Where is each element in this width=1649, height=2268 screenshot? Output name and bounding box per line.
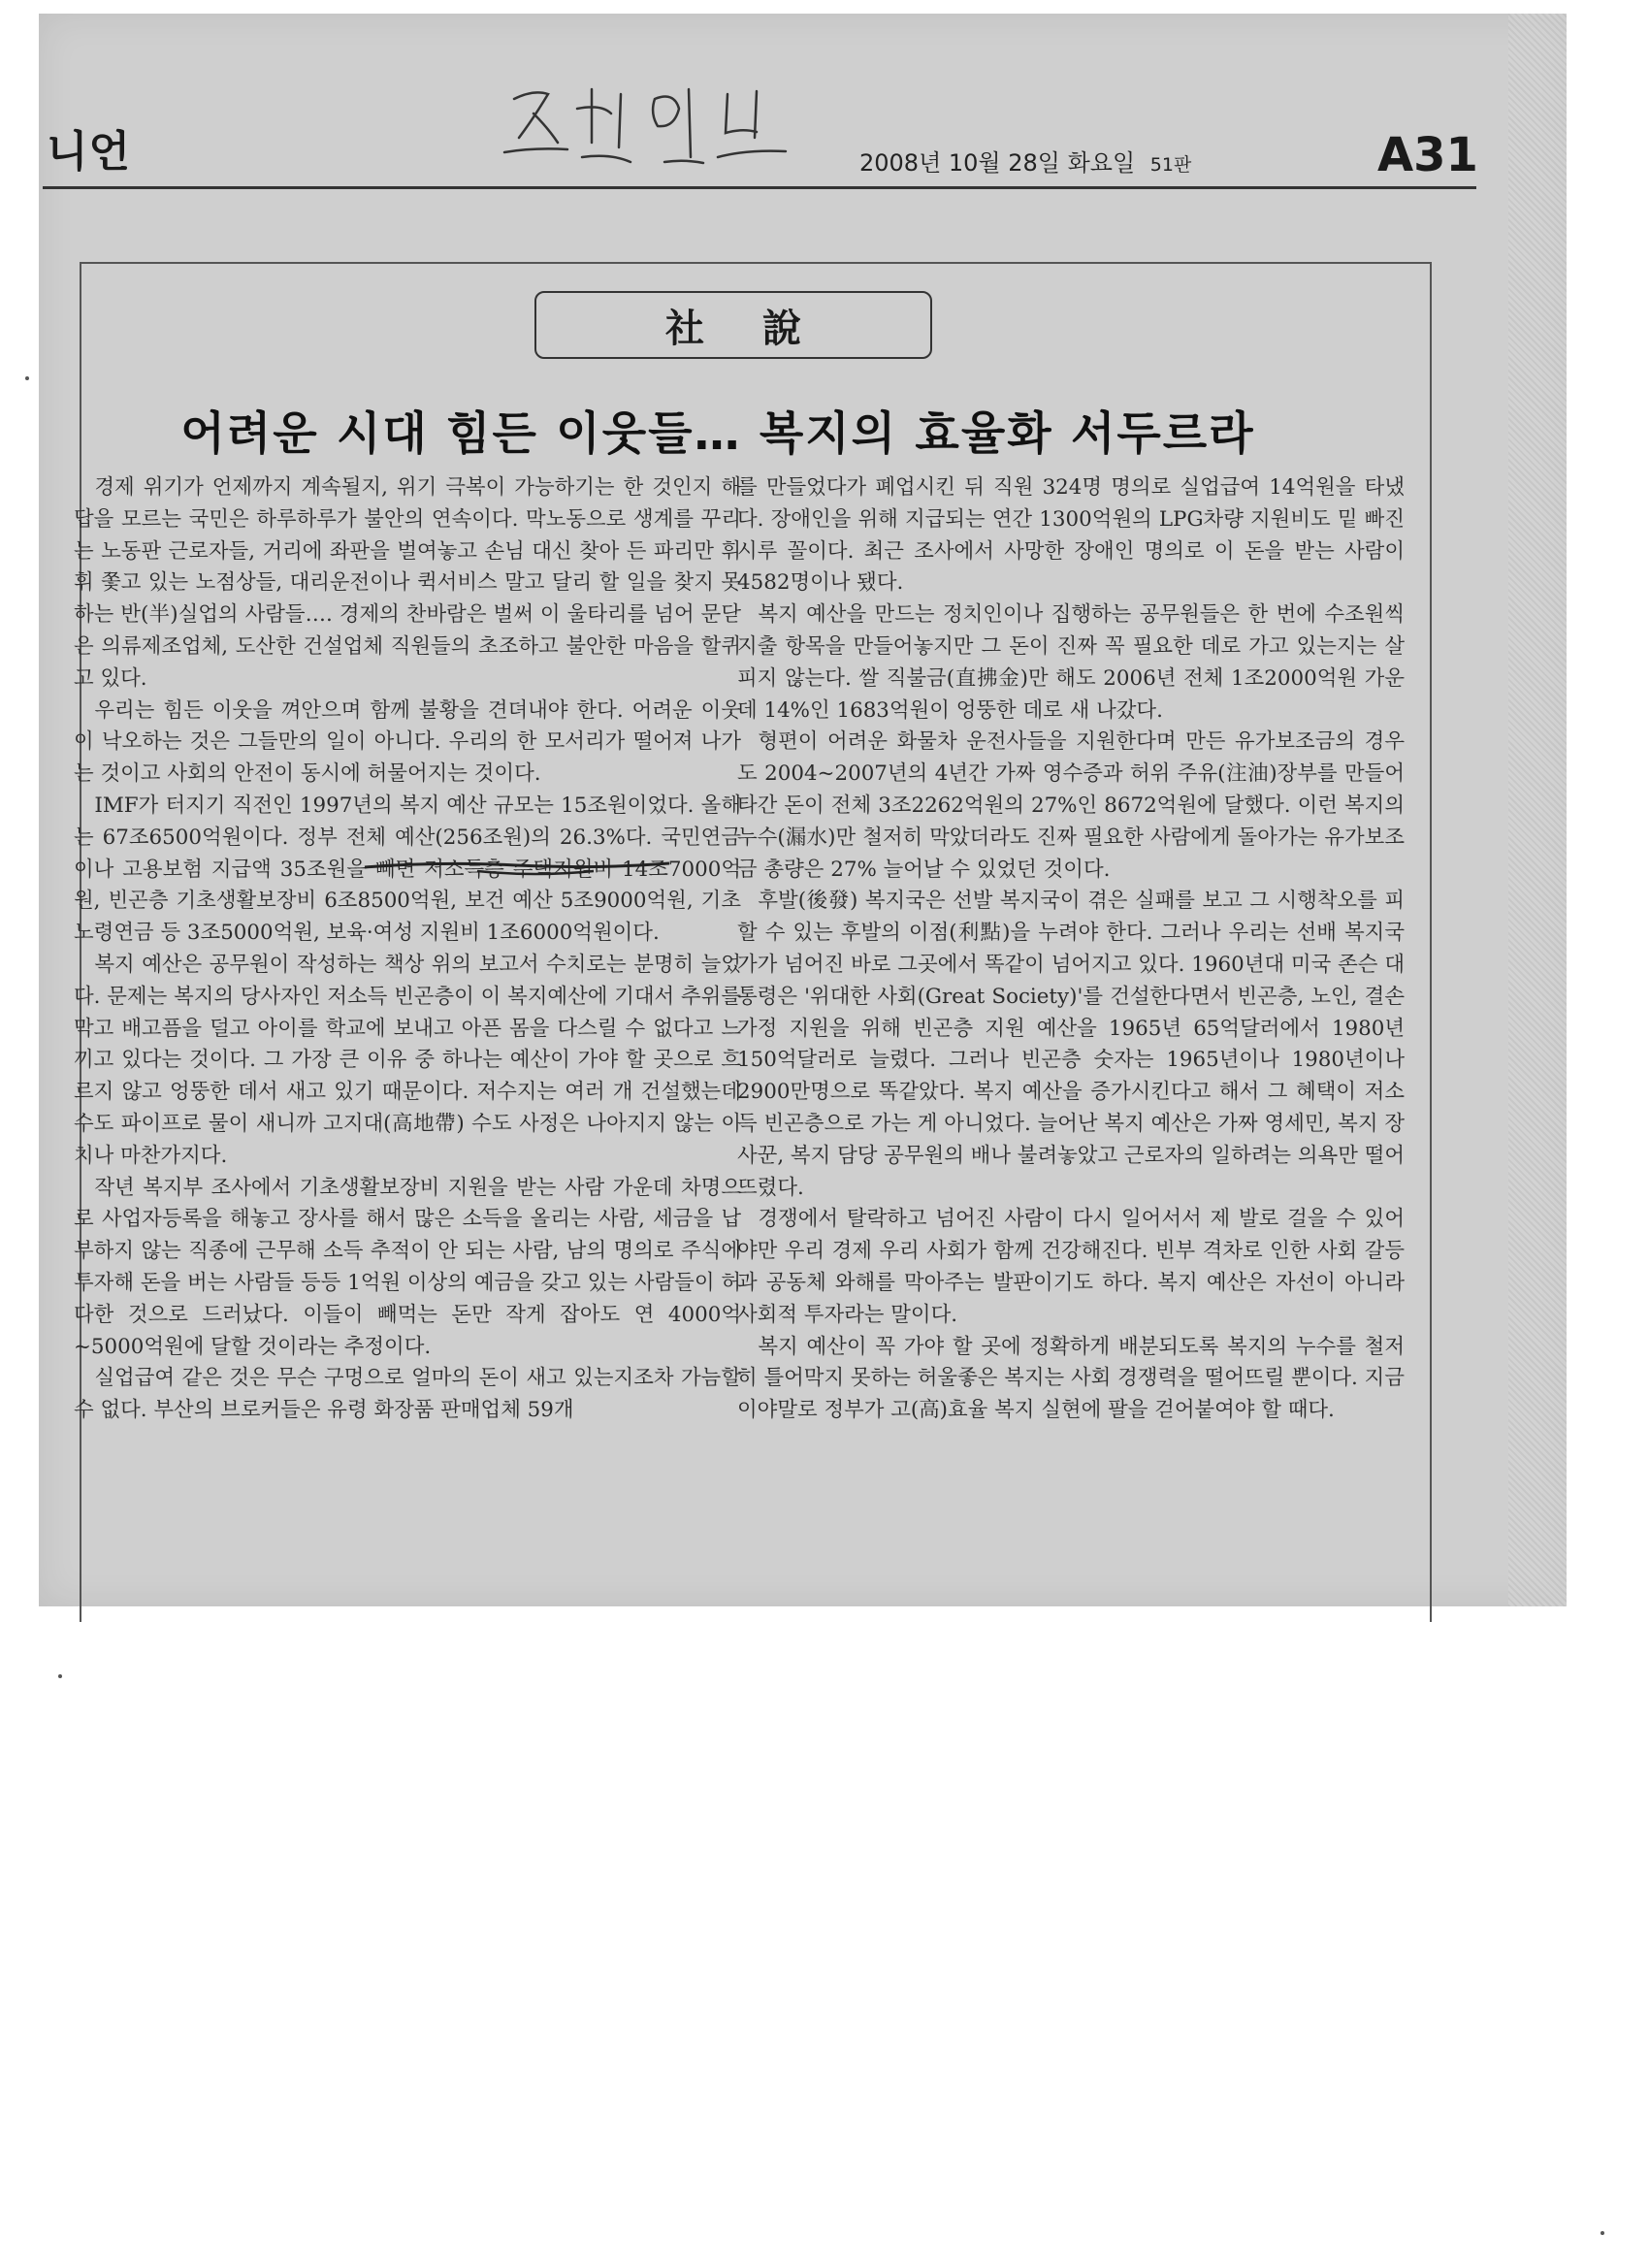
paragraph: 후발(後發) 복지국은 선발 복지국이 겪은 실패를 보고 그 시행착오를 피할 수 있는 후발의 이점(利點)을 누려야 한다. 그러나 우리는 선배 복지국가가 넘어진 바로 그곳에서 똑같이 넘어지고 있다. 1960년대 미국 존슨 대통령은 '위대한 사회(Great Society)'를 건설한다면서 빈곤층, 노인, 결손 가정 지원을 위해 빈곤층 지원 예산을 1965년 65억달러에서 1980년 150억달러로 늘렸다. 그러나 빈곤층 숫자는 1965년이나 1980년이나 2900만명으로 똑같았다. 복지 예산을 증가시킨다고 해서 그 혜택이 저소득 빈곤층으로 가는 게 아니었다. 늘어난 복지 예산은 가짜 영세민, 복지 장사꾼, 복지 담당 공무원의 배나 불려놓았고 근로자의 일하려는 의욕만 떨어뜨렸다. [737,889,1405,1200]
paragraph: 실업급여 같은 것은 무슨 구멍으로 얼마의 돈이 새고 있는지조차 가늠할 수 없다. 부산의 브로커들은 유령 화장품 판매업체 59개 [74,1366,741,1423]
editorial-label: 社說 [534,291,932,359]
paragraph: 복지 예산은 공무원이 작성하는 책상 위의 보고서 수치로는 분명히 늘었다. 문제는 복지의 당사자인 저소득 빈곤층이 이 복지예산에 기대서 추위를 막고 배고픔을 덜고 아이를 학교에 보내고 아픈 몸을 다스릴 수 없다고 느끼고 있다는 것이다. 그 가장 큰 이유 중 하나는 예산이 가야 할 곳으로 흐르지 않고 엉뚱한 데서 새고 있기 때문이다. 저수지는 여러 개 건설했는데 수도 파이프로 물이 새니까 고지대(高地帶) 수도 사정은 나아지지 않는 이치나 마찬가지다. [74,952,741,1168]
paragraph: IMF가 터지기 직전인 1997년의 복지 예산 규모는 15조원이었다. 올해는 67조6500억원이다. 정부 전체 예산(256조원)의 26.3%다. 국민연금이나 고용보험 지급액 35조원을 빼면 저소득층 주택지원비 14조7000억원, 빈곤층 기초생활보장비 6조8500억원, 보건 예산 5조9000억원, 기초노령연금 등 3조5000억원, 보육·여성 지원비 1조6000억원이다. [74,793,741,946]
paragraph: 우리는 힘든 이웃을 껴안으며 함께 불황을 견뎌내야 한다. 어려운 이웃이 낙오하는 것은 그들만의 일이 아니다. 우리의 한 모서리가 떨어져 나가는 것이고 사회의 안전이 동시에 허물어지는 것이다. [74,697,741,787]
page-number: A31 [1377,128,1478,182]
handwritten-masthead [495,70,815,186]
header-rule [43,186,1476,189]
pen-underline [361,859,673,879]
paragraph: 경제 위기가 언제까지 계속될지, 위기 극복이 가능하기는 한 것인지 해답을 모르는 국민은 하루하루가 불안의 연속이다. 막노동으로 생계를 꾸리는 노동판 근로자들, 거리에 좌판을 벌여놓고 손님 대신 찾아 든 파리만 휘휘 쫓고 있는 노점상들, 대리운전이나 퀵서비스 말고 달리 할 일을 찾지 못하는 반(半)실업의 사람들…. 경제의 찬바람은 벌써 이 울타리를 넘어 문닫은 의류제조업체, 도산한 건설업체 직원들의 초조하고 불안한 마음을 할퀴고 있다. [74,475,741,691]
headline: 어려운 시대 힘든 이웃들… 복지의 효율화 서두르라 [180,407,1255,461]
paragraph: 작년 복지부 조사에서 기초생활보장비 지원을 받는 사람 가운데 차명으로 사업자등록을 해놓고 장사를 해서 많은 소득을 올리는 사람, 세금을 납부하지 않는 직종에 근무해 소득 추적이 안 되는 사람, 남의 명의로 주식에 투자해 돈을 버는 사람들 등등 1억원 이상의 예금을 갖고 있는 사람들이 허다한 것으로 드러났다. 이들이 빼먹는 돈만 작게 잡아도 연 4000억~5000억원에 달할 것이라는 추정이다. [74,1175,741,1359]
scan-speck [1600,2231,1604,2235]
scan-speck [58,1674,62,1678]
column-right [737,472,1405,1578]
paragraph: 를 만들었다가 폐업시킨 뒤 직원 324명 명의로 실업급여 14억원을 타냈다. 장애인을 위해 지급되는 연간 1300억원의 LPG차량 지원비도 밑 빠진 시루 꼴이다. 최근 조사에서 사망한 장애인 명의로 이 돈을 받는 사람이 4582명이나 됐다. [737,475,1405,596]
edition: 51판 [1149,154,1192,176]
scan-speck [25,376,29,380]
date-line [859,144,1191,178]
publication-date: 2008년 10월 28일 화요일 [859,149,1136,177]
paragraph: 복지 예산을 만드는 정치인이나 집행하는 공무원들은 한 번에 수조원씩 지출 항목을 만들어놓지만 그 돈이 진짜 꼭 필요한 데로 가고 있는지는 살피지 않는다. 쌀 직불금(直拂金)만 해도 2006년 전체 1조2000억원 가운데 14%인 1683억원이 엉뚱한 데로 새 나갔다. [737,602,1405,723]
paper-texture [1508,14,1567,1606]
paragraph: 복지 예산이 꼭 가야 할 곳에 정확하게 배분되도록 복지의 누수를 철저히 틀어막지 못하는 허울좋은 복지는 사회 경쟁력을 떨어뜨릴 뿐이다. 지금이야말로 정부가 고(高)효율 복지 실현에 팔을 걷어붙여야 할 때다. [737,1334,1405,1423]
paragraph: 경쟁에서 탈락하고 넘어진 사람이 다시 일어서서 제 발로 걸을 수 있어야만 우리 경제 우리 사회가 함께 건강해진다. 빈부 격차로 인한 사회 갈등과 공동체 와해를 막아주는 발판이기도 하다. 복지 예산은 자선이 아니라 사회적 투자라는 말이다. [737,1207,1405,1327]
section-name: 니언 [47,127,132,177]
newspaper-header [39,14,1479,182]
column-left [74,472,741,1578]
paragraph: 형편이 어려운 화물차 운전사들을 지원한다며 만든 유가보조금의 경우도 2004~2007년의 4년간 가짜 영수증과 허위 주유(注油)장부를 만들어 타간 돈이 전체 3조2262억원의 27%인 8672억원에 달했다. 이런 복지의 누수(漏水)만 철저히 막았더라도 진짜 필요한 사람에게 돌아가는 유가보조금 총량은 27% 늘어날 수 있었던 것이다. [737,729,1405,882]
